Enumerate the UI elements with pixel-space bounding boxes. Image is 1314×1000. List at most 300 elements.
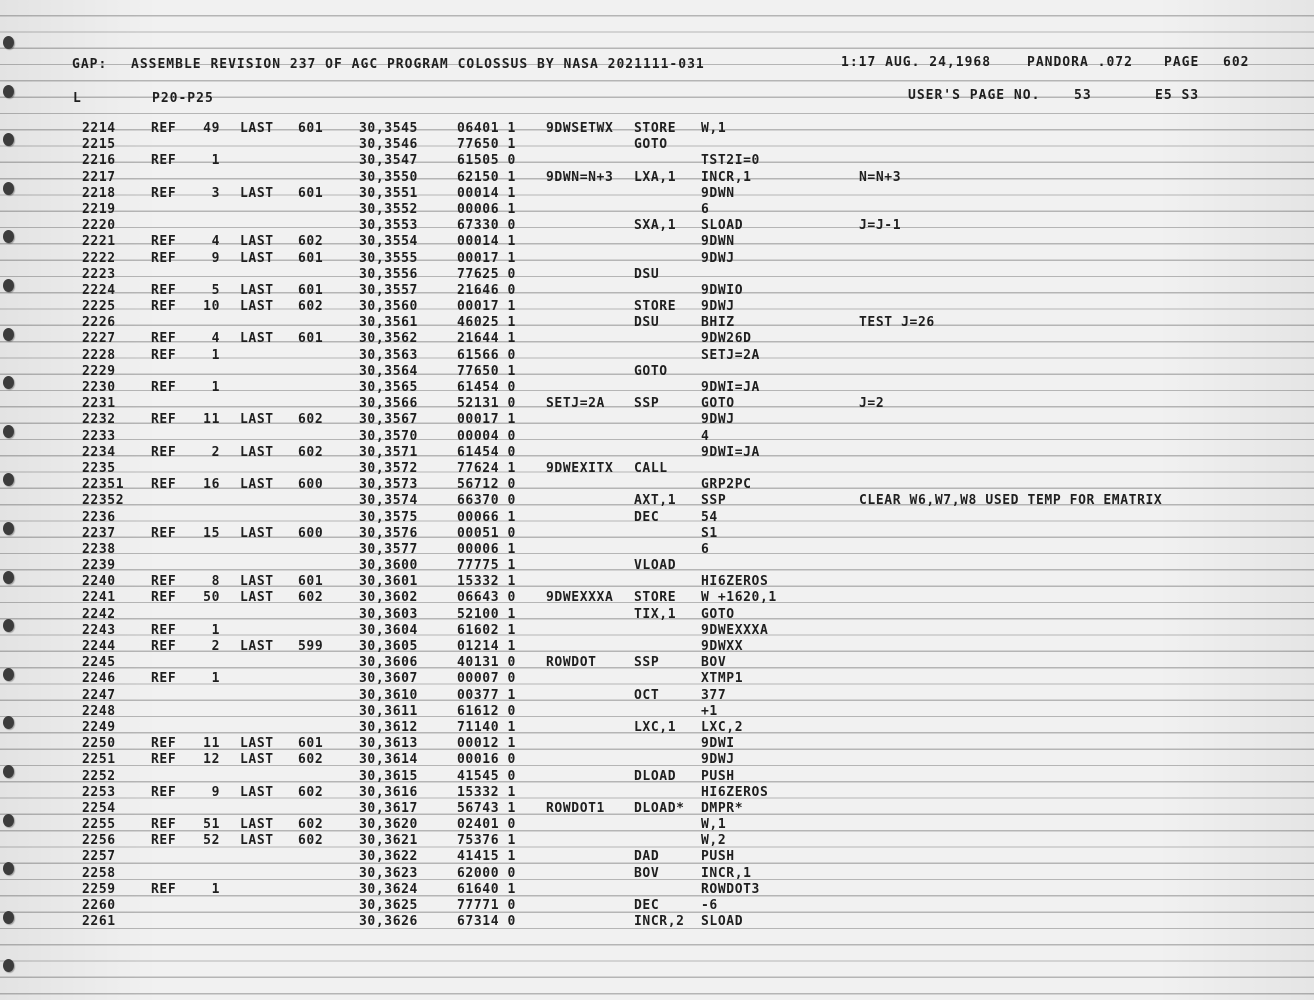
cell-addr: 30,3602 <box>359 590 418 606</box>
listing-row <box>0 493 1314 509</box>
cell-page: 602 <box>298 817 324 833</box>
cell-op: BOV <box>634 865 660 881</box>
cell-label: ROWDOT <box>546 655 597 671</box>
users-page-label: USER'S PAGE NO. <box>908 88 1041 103</box>
cell-refn: 4 <box>211 331 220 347</box>
listing-row <box>0 137 1314 153</box>
cell-addr: 30,3576 <box>359 525 418 541</box>
cell-page: 602 <box>298 784 324 800</box>
cell-op: SXA,1 <box>634 218 677 234</box>
cell-addr: 30,3575 <box>359 509 418 525</box>
cell-comment: CLEAR W6,W7,W8 USED TEMP FOR EMATRIX <box>859 493 1163 509</box>
listing-row <box>0 364 1314 380</box>
cell-operand: INCR,1 <box>701 865 752 881</box>
cell-operand: 377 <box>701 687 727 703</box>
cell-line: 2218 <box>82 185 116 201</box>
cell-page: 600 <box>298 477 324 493</box>
cell-page: 601 <box>298 331 324 347</box>
cell-refn: 1 <box>211 671 220 687</box>
subheader-range: P20-P25 <box>152 91 214 106</box>
cell-op: DSU <box>634 315 660 331</box>
cell-last: LAST <box>240 282 274 298</box>
cell-line: 2246 <box>82 671 116 687</box>
cell-operand: HI6ZEROS <box>701 574 769 590</box>
cell-refn: 9 <box>211 250 220 266</box>
cell-addr: 30,3623 <box>359 865 418 881</box>
cell-addr: 30,3562 <box>359 331 418 347</box>
cell-addr: 30,3561 <box>359 315 418 331</box>
cell-addr: 30,3563 <box>359 347 418 363</box>
cell-last: LAST <box>240 817 274 833</box>
cell-ref: REF <box>151 444 177 460</box>
cell-line: 2221 <box>82 234 116 250</box>
cell-line: 2216 <box>82 153 116 169</box>
listing-row <box>0 817 1314 833</box>
cell-addr: 30,3572 <box>359 460 418 476</box>
cell-ref: REF <box>151 412 177 428</box>
cell-refn: 1 <box>211 153 220 169</box>
cell-op: DAD <box>634 849 660 865</box>
cell-operand: SLOAD <box>701 218 744 234</box>
cell-page: 602 <box>298 444 324 460</box>
cell-addr: 30,3546 <box>359 137 418 153</box>
listing-row <box>0 461 1314 477</box>
cell-operand: 9DWXX <box>701 639 744 654</box>
cell-operand: BHIZ <box>701 315 735 331</box>
cell-op: STORE <box>634 590 677 606</box>
cell-page: 601 <box>298 121 324 136</box>
cell-refn: 11 <box>203 736 220 752</box>
cell-last: LAST <box>240 784 274 800</box>
cell-line: 2222 <box>82 250 116 266</box>
cell-line: 2256 <box>82 833 116 849</box>
cell-op: VLOAD <box>634 558 677 574</box>
cell-refn: 1 <box>211 622 220 638</box>
cell-line: 2235 <box>82 460 116 476</box>
cell-operand: 54 <box>701 509 718 525</box>
cell-refn: 3 <box>211 185 220 201</box>
cell-op: DEC <box>634 509 660 525</box>
cell-page: 601 <box>298 185 324 201</box>
cell-refn: 12 <box>203 752 220 768</box>
cell-line: 2223 <box>82 266 116 282</box>
cell-code: 61454 0 <box>457 380 516 395</box>
cell-operand: 9DWJ <box>701 299 735 315</box>
cell-operand: 9DWN <box>701 234 735 250</box>
listing-row <box>0 186 1314 202</box>
cell-op: TIX,1 <box>634 606 677 622</box>
cell-code: 40131 0 <box>457 655 516 671</box>
cell-line: 2231 <box>82 396 116 412</box>
cell-line: 2227 <box>82 331 116 347</box>
listing-row <box>0 866 1314 882</box>
cell-last: LAST <box>240 590 274 606</box>
listing-row <box>0 833 1314 849</box>
e-code: E5 S3 <box>1155 88 1200 103</box>
feed-hole <box>3 36 14 49</box>
users-page-number: 53 <box>1074 88 1092 103</box>
cell-line: 2249 <box>82 719 116 735</box>
cell-op: STORE <box>634 299 677 315</box>
cell-addr: 30,3606 <box>359 655 418 671</box>
cell-refn: 52 <box>203 833 220 849</box>
cell-operand: W,1 <box>701 121 727 136</box>
cell-op: AXT,1 <box>634 493 677 509</box>
cell-addr: 30,3547 <box>359 153 418 169</box>
cell-code: 77650 1 <box>457 137 516 153</box>
subheader-l: L <box>73 91 82 106</box>
cell-last: LAST <box>240 331 274 347</box>
cell-operand: SLOAD <box>701 914 744 930</box>
cell-line: 2217 <box>82 169 116 185</box>
cell-addr: 30,3607 <box>359 671 418 687</box>
cell-op: CALL <box>634 460 668 476</box>
cell-last: LAST <box>240 299 274 315</box>
listing-row <box>0 218 1314 234</box>
cell-operand: LXC,2 <box>701 719 744 735</box>
cell-code: 52131 0 <box>457 396 516 412</box>
cell-line: 2225 <box>82 299 116 315</box>
cell-line: 2226 <box>82 315 116 331</box>
cell-code: 00004 0 <box>457 428 516 444</box>
listing-row <box>0 752 1314 768</box>
cell-last: LAST <box>240 477 274 493</box>
cell-addr: 30,3610 <box>359 687 418 703</box>
cell-line: 2230 <box>82 380 116 395</box>
cell-last: LAST <box>240 736 274 752</box>
cell-ref: REF <box>151 525 177 541</box>
cell-code: 00017 1 <box>457 250 516 266</box>
cell-code: 67330 0 <box>457 218 516 234</box>
listing-row <box>0 153 1314 169</box>
cell-code: 75376 1 <box>457 833 516 849</box>
cell-line: 2214 <box>82 121 116 136</box>
cell-code: 00016 0 <box>457 752 516 768</box>
cell-comment: TEST J=26 <box>859 315 935 331</box>
cell-code: 00051 0 <box>457 525 516 541</box>
cell-line: 2219 <box>82 201 116 217</box>
cell-operand: 9DWIO <box>701 282 744 298</box>
cell-operand: GOTO <box>701 396 735 412</box>
cell-addr: 30,3626 <box>359 914 418 930</box>
cell-addr: 30,3545 <box>359 121 418 136</box>
cell-refn: 51 <box>203 817 220 833</box>
listing-row <box>0 283 1314 299</box>
cell-operand: +1 <box>701 703 718 719</box>
cell-line: 2251 <box>82 752 116 768</box>
cell-addr: 30,3570 <box>359 428 418 444</box>
cell-code: 41545 0 <box>457 768 516 784</box>
cell-ref: REF <box>151 881 177 897</box>
cell-code: 01214 1 <box>457 639 516 654</box>
cell-addr: 30,3614 <box>359 752 418 768</box>
feed-hole <box>3 959 14 972</box>
cell-refn: 8 <box>211 574 220 590</box>
cell-code: 67314 0 <box>457 914 516 930</box>
cell-line: 2258 <box>82 865 116 881</box>
cell-code: 06643 0 <box>457 590 516 606</box>
cell-operand: TST2I=0 <box>701 153 760 169</box>
cell-code: 21646 0 <box>457 282 516 298</box>
cell-code: 61505 0 <box>457 153 516 169</box>
cell-addr: 30,3621 <box>359 833 418 849</box>
listing-row <box>0 331 1314 347</box>
cell-addr: 30,3574 <box>359 493 418 509</box>
cell-addr: 30,3554 <box>359 234 418 250</box>
cell-line: 2261 <box>82 914 116 930</box>
cell-label: 9DWN=N+3 <box>546 169 614 185</box>
cell-operand: 9DW26D <box>701 331 752 347</box>
cell-page: 601 <box>298 574 324 590</box>
cell-code: 77624 1 <box>457 460 516 476</box>
cell-ref: REF <box>151 833 177 849</box>
cell-line: 2236 <box>82 509 116 525</box>
cell-ref: REF <box>151 185 177 201</box>
cell-op: SSP <box>634 396 660 412</box>
cell-addr: 30,3555 <box>359 250 418 266</box>
cell-refn: 4 <box>211 234 220 250</box>
cell-addr: 30,3616 <box>359 784 418 800</box>
cell-operand: S1 <box>701 525 718 541</box>
cell-code: 15332 1 <box>457 574 516 590</box>
listing-row <box>0 574 1314 590</box>
listing-row <box>0 121 1314 137</box>
cell-addr: 30,3567 <box>359 412 418 428</box>
cell-ref: REF <box>151 752 177 768</box>
cell-operand: W +1620,1 <box>701 590 777 606</box>
cell-last: LAST <box>240 525 274 541</box>
cell-line: 2244 <box>82 639 116 654</box>
cell-op: DSU <box>634 266 660 282</box>
listing-row <box>0 655 1314 671</box>
cell-addr: 30,3552 <box>359 201 418 217</box>
listing-row <box>0 315 1314 331</box>
cell-code: 56712 0 <box>457 477 516 493</box>
cell-operand: 6 <box>701 541 710 557</box>
cell-last: LAST <box>240 185 274 201</box>
cell-page: 601 <box>298 736 324 752</box>
cell-last: LAST <box>240 752 274 768</box>
cell-code: 46025 1 <box>457 315 516 331</box>
cell-code: 61612 0 <box>457 703 516 719</box>
cell-line: 2254 <box>82 800 116 816</box>
listing-row <box>0 526 1314 542</box>
cell-addr: 30,3617 <box>359 800 418 816</box>
cell-code: 52100 1 <box>457 606 516 622</box>
cell-page: 602 <box>298 299 324 315</box>
cell-addr: 30,3622 <box>359 849 418 865</box>
cell-op: INCR,2 <box>634 914 685 930</box>
cell-code: 56743 1 <box>457 800 516 816</box>
cell-ref: REF <box>151 736 177 752</box>
cell-code: 41415 1 <box>457 849 516 865</box>
listing-row <box>0 849 1314 865</box>
listing-row <box>0 720 1314 736</box>
cell-op: LXC,1 <box>634 719 677 735</box>
cell-last: LAST <box>240 833 274 849</box>
header-gap: GAP: <box>72 57 108 72</box>
feed-hole <box>3 85 14 98</box>
cell-operand: SSP <box>701 493 727 509</box>
cell-addr: 30,3571 <box>359 444 418 460</box>
cell-code: 77771 0 <box>457 898 516 913</box>
cell-op: LXA,1 <box>634 169 677 185</box>
cell-line: 2232 <box>82 412 116 428</box>
header-title: ASSEMBLE REVISION 237 OF AGC PROGRAM COLOSSUS BY NASA 2021111-031 <box>131 57 705 72</box>
cell-page: 602 <box>298 412 324 428</box>
cell-addr: 30,3612 <box>359 719 418 735</box>
cell-ref: REF <box>151 299 177 315</box>
cell-ref: REF <box>151 574 177 590</box>
cell-ref: REF <box>151 234 177 250</box>
cell-line: 2252 <box>82 768 116 784</box>
cell-operand: 9DWJ <box>701 752 735 768</box>
cell-operand: GOTO <box>701 606 735 622</box>
listing-row <box>0 736 1314 752</box>
cell-ref: REF <box>151 282 177 298</box>
cell-code: 21644 1 <box>457 331 516 347</box>
header-page-number: 602 <box>1223 55 1250 70</box>
cell-code: 06401 1 <box>457 121 516 136</box>
cell-code: 00014 1 <box>457 185 516 201</box>
cell-code: 00066 1 <box>457 509 516 525</box>
cell-ref: REF <box>151 347 177 363</box>
cell-operand: -6 <box>701 898 718 913</box>
cell-refn: 11 <box>203 412 220 428</box>
cell-line: 2257 <box>82 849 116 865</box>
cell-line: 2259 <box>82 881 116 897</box>
cell-code: 00006 1 <box>457 541 516 557</box>
cell-ref: REF <box>151 250 177 266</box>
cell-ref: REF <box>151 622 177 638</box>
cell-line: 2253 <box>82 784 116 800</box>
cell-label: 9DWEXXXA <box>546 590 614 606</box>
cell-addr: 30,3600 <box>359 558 418 574</box>
cell-code: 00377 1 <box>457 687 516 703</box>
cell-op: GOTO <box>634 363 668 379</box>
listing-row <box>0 607 1314 623</box>
cell-ref: REF <box>151 380 177 395</box>
cell-addr: 30,3611 <box>359 703 418 719</box>
cell-operand: W,1 <box>701 817 727 833</box>
cell-code: 66370 0 <box>457 493 516 509</box>
cell-line: 2250 <box>82 736 116 752</box>
cell-addr: 30,3573 <box>359 477 418 493</box>
cell-ref: REF <box>151 817 177 833</box>
cell-operand: W,2 <box>701 833 727 849</box>
cell-code: 61602 1 <box>457 622 516 638</box>
cell-ref: REF <box>151 121 177 136</box>
cell-op: DEC <box>634 898 660 913</box>
cell-addr: 30,3565 <box>359 380 418 395</box>
cell-code: 00007 0 <box>457 671 516 687</box>
cell-line: 2243 <box>82 622 116 638</box>
listing-row <box>0 639 1314 655</box>
cell-addr: 30,3577 <box>359 541 418 557</box>
listing-row <box>0 882 1314 898</box>
cell-code: 62150 1 <box>457 169 516 185</box>
listing-row <box>0 801 1314 817</box>
cell-operand: 9DWI=JA <box>701 444 760 460</box>
cell-addr: 30,3556 <box>359 266 418 282</box>
cell-line: 2248 <box>82 703 116 719</box>
cell-op: GOTO <box>634 137 668 153</box>
cell-operand: PUSH <box>701 849 735 865</box>
cell-ref: REF <box>151 590 177 606</box>
cell-addr: 30,3624 <box>359 881 418 897</box>
cell-last: LAST <box>240 250 274 266</box>
listing-row <box>0 688 1314 704</box>
cell-ref: REF <box>151 331 177 347</box>
listing-row <box>0 396 1314 412</box>
header-time-date: 1:17 AUG. 24,1968 <box>841 55 992 70</box>
cell-page: 601 <box>298 282 324 298</box>
cell-line: 2228 <box>82 347 116 363</box>
cell-addr: 30,3550 <box>359 169 418 185</box>
cell-page: 601 <box>298 250 324 266</box>
cell-line: 2237 <box>82 525 116 541</box>
cell-last: LAST <box>240 412 274 428</box>
cell-page: 600 <box>298 525 324 541</box>
cell-refn: 49 <box>203 121 220 136</box>
cell-line: 2215 <box>82 137 116 153</box>
cell-operand: BOV <box>701 655 727 671</box>
listing-row <box>0 412 1314 428</box>
cell-code: 62000 0 <box>457 865 516 881</box>
cell-code: 61454 0 <box>457 444 516 460</box>
cell-refn: 2 <box>211 444 220 460</box>
cell-operand: SETJ=2A <box>701 347 760 363</box>
cell-operand: ROWDOT3 <box>701 881 760 897</box>
cell-ref: REF <box>151 153 177 169</box>
cell-op: DLOAD* <box>634 800 685 816</box>
listing-row <box>0 348 1314 364</box>
listing-row <box>0 429 1314 445</box>
cell-code: 00017 1 <box>457 299 516 315</box>
listing-row <box>0 267 1314 283</box>
cell-comment: J=2 <box>859 396 885 412</box>
listing-row <box>0 251 1314 267</box>
cell-line: 2242 <box>82 606 116 622</box>
cell-addr: 30,3551 <box>359 185 418 201</box>
cell-addr: 30,3604 <box>359 622 418 638</box>
cell-refn: 1 <box>211 380 220 395</box>
listing-row <box>0 623 1314 639</box>
cell-page: 602 <box>298 590 324 606</box>
cell-operand: 9DWI=JA <box>701 380 760 395</box>
cell-operand: DMPR* <box>701 800 744 816</box>
cell-addr: 30,3553 <box>359 218 418 234</box>
listing-row <box>0 445 1314 461</box>
cell-line: 2245 <box>82 655 116 671</box>
cell-addr: 30,3566 <box>359 396 418 412</box>
cell-code: 00012 1 <box>457 736 516 752</box>
cell-line: 2240 <box>82 574 116 590</box>
cell-addr: 30,3625 <box>359 898 418 913</box>
cell-addr: 30,3613 <box>359 736 418 752</box>
cell-ref: REF <box>151 639 177 654</box>
cell-operand: 9DWJ <box>701 250 735 266</box>
listing-row <box>0 558 1314 574</box>
cell-page: 599 <box>298 639 324 654</box>
cell-operand: 6 <box>701 201 710 217</box>
cell-label: SETJ=2A <box>546 396 605 412</box>
cell-code: 61566 0 <box>457 347 516 363</box>
cell-code: 15332 1 <box>457 784 516 800</box>
cell-refn: 50 <box>203 590 220 606</box>
listing-row <box>0 234 1314 250</box>
listing-row <box>0 671 1314 687</box>
